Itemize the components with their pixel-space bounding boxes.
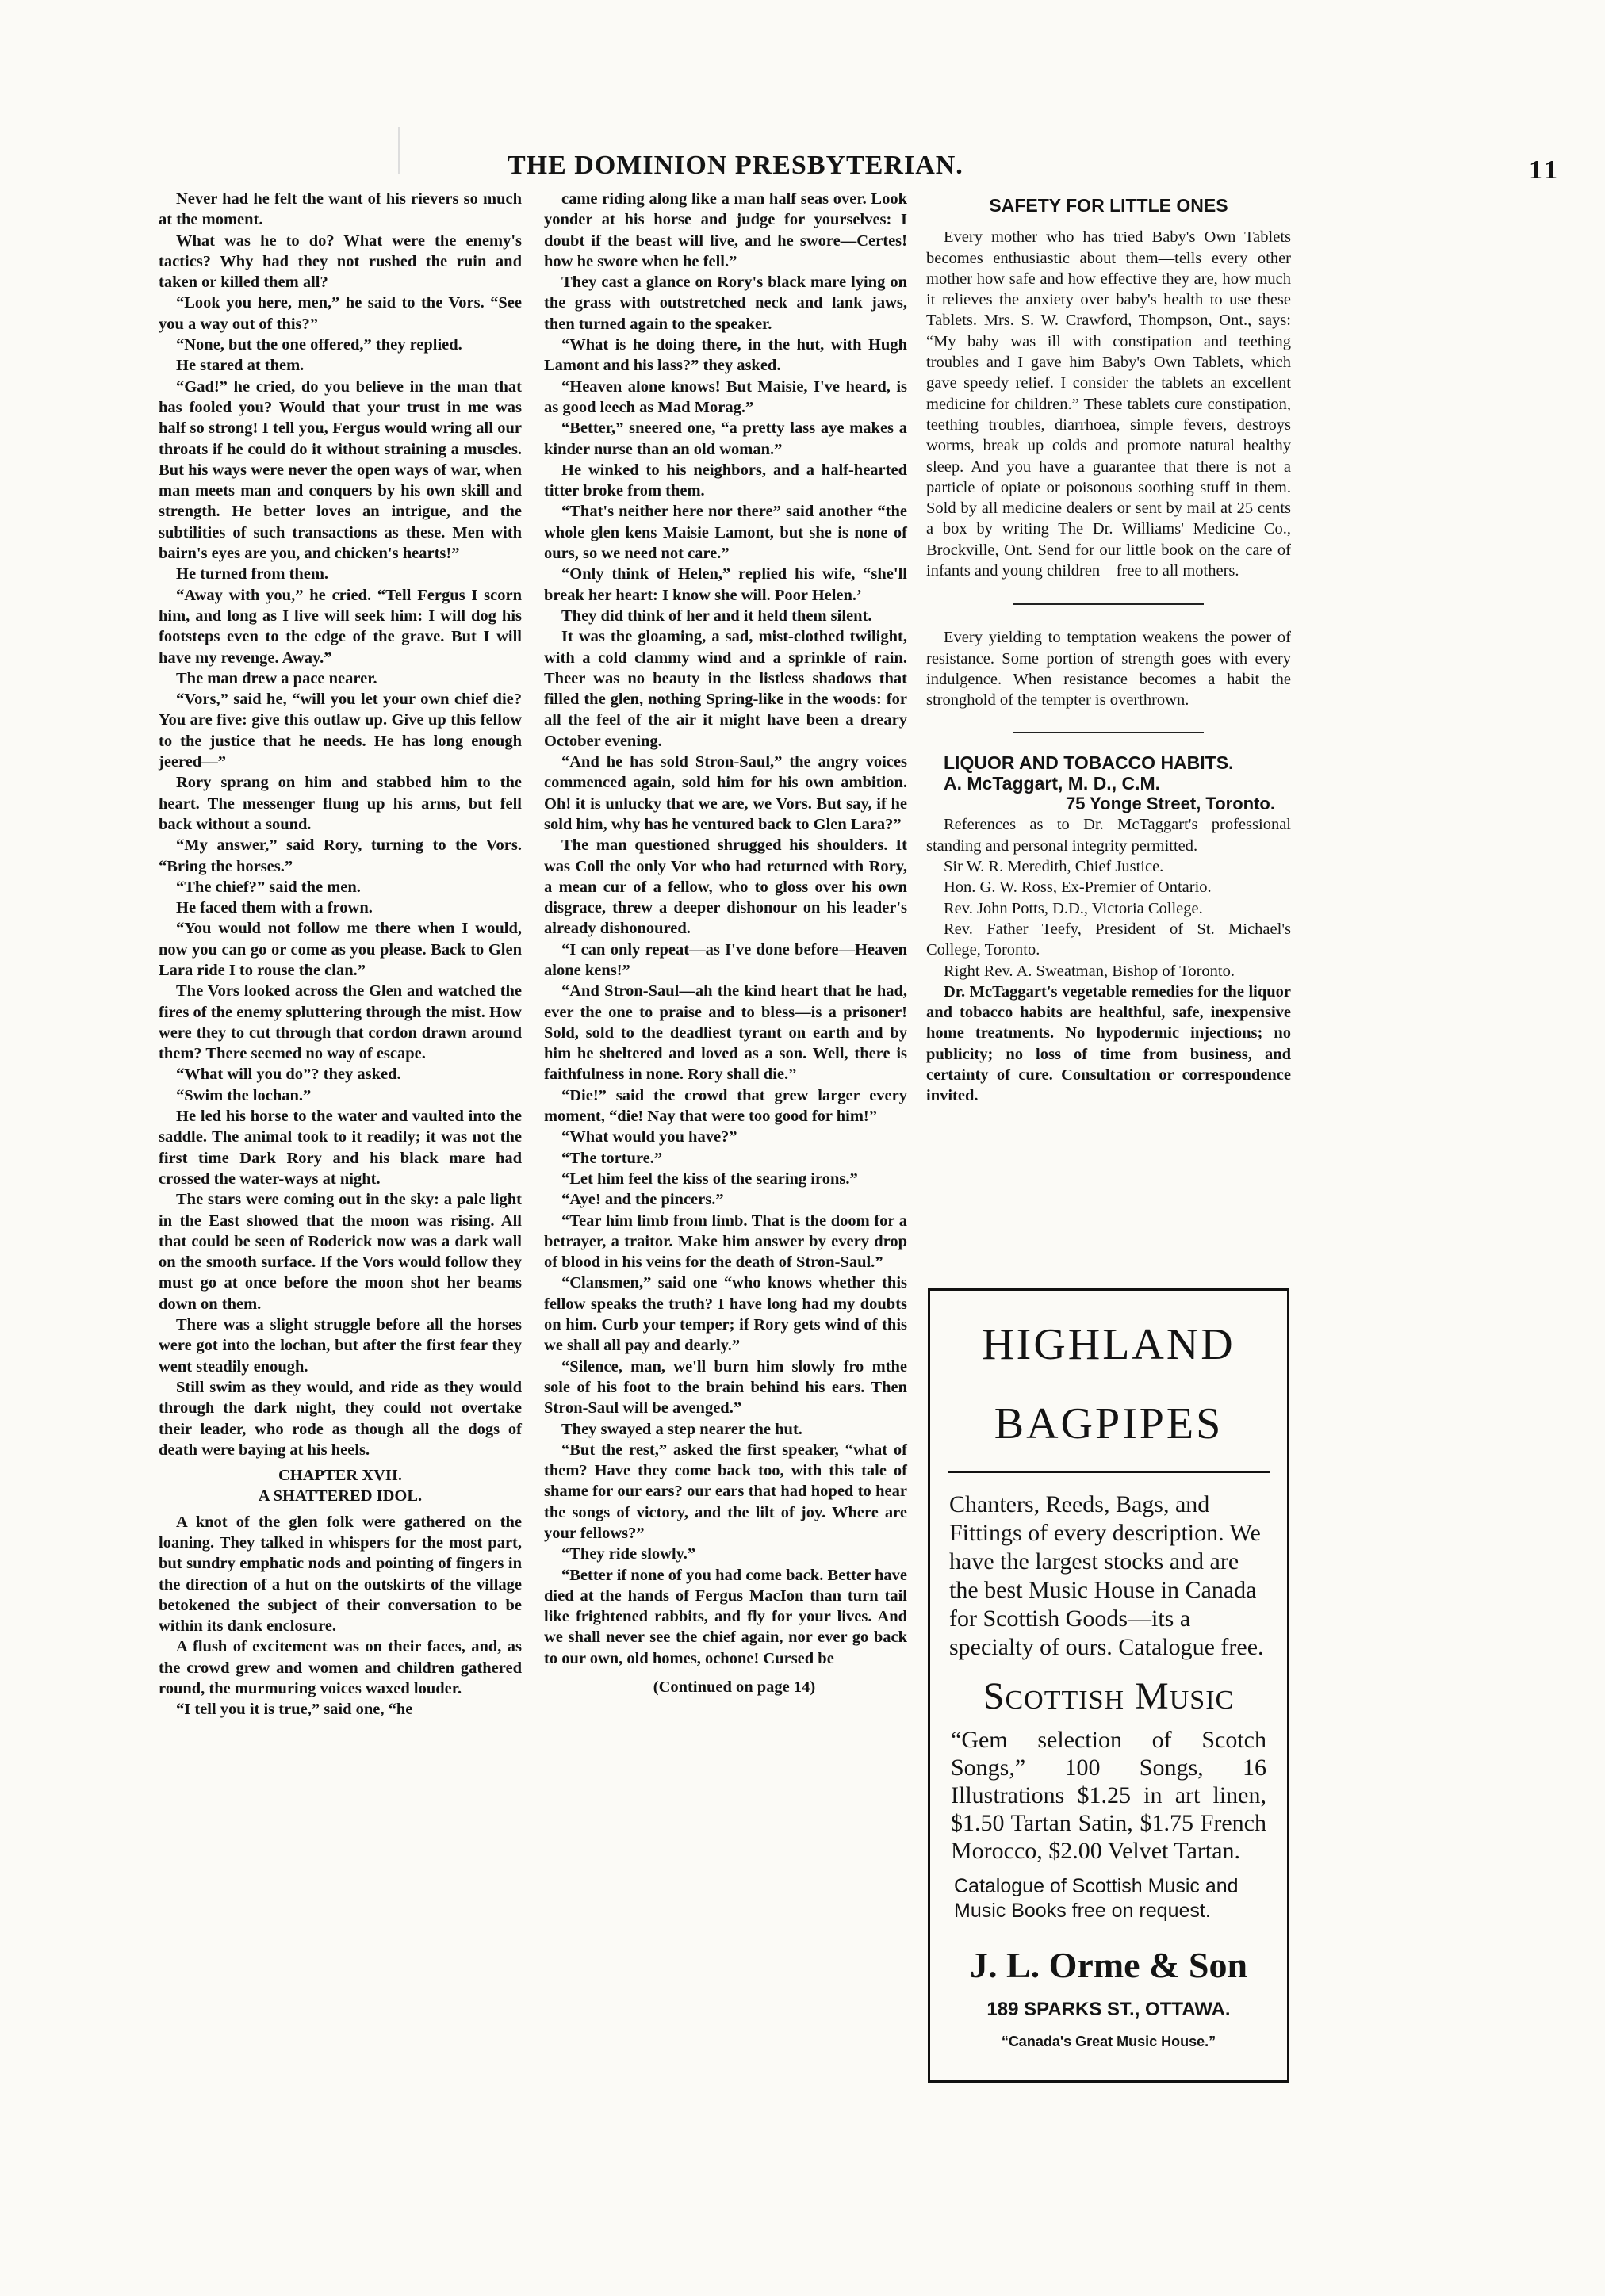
story-paragraph: He turned from them. xyxy=(176,565,329,584)
story-paragraph: There was a slight struggle before all the horses were got into the lochan, but after the first fear they went steadily enough. xyxy=(159,1316,522,1376)
story-paragraph: “Vors,” said he, “will you let your own chief die? You are five: give this outlaw up. Give up this fellow to the justice that he needs. He has long enough jeered—” xyxy=(159,691,522,771)
story-paragraph: The man questioned shrugged his shoulders. It was Coll the only Vor who had returned with Rory, a mean cur of a fellow, who to gloss over his own disgrace, threw a deeper dishonour on his leader's already dishonoured. xyxy=(544,836,907,938)
story-paragraph: “What will you do”? they asked. xyxy=(176,1066,401,1084)
story-paragraph: “None, but the one offered,” they replied. xyxy=(176,336,462,354)
story-paragraph: The Vors looked across the Glen and watched the fires of the enemy spluttering through the mist. How were they to cut through that cordon drawn around them? There seemed no way of escape. xyxy=(159,982,522,1063)
story-paragraph: They swayed a step nearer the hut. xyxy=(561,1420,802,1438)
page-number: 11 xyxy=(1529,155,1561,185)
chapter-heading: CHAPTER XVII. xyxy=(278,1467,403,1485)
reference-item: Sir W. R. Meredith, Chief Justice. xyxy=(944,858,1164,876)
story-paragraph: A flush of excitement was on their faces, and, as the crowd grew and women and children gathered round, the murmuring voices waxed louder. xyxy=(159,1638,522,1698)
firm-tagline: “Canada's Great Music House.” xyxy=(1001,2034,1216,2049)
story-paragraph: “That's neither here nor there” said another “the whole glen kens Maisie Lamont, but she is none of ours, so we need not care.” xyxy=(544,503,907,563)
story-paragraph: A knot of the glen folk were gathered on the loaning. They talked in whispers for the most part, but sundry emphatic nods and pointing of fingers in the direction of a hut on the outskirts of the village betokened the subject of their conversation to be within its dank enclosure. xyxy=(159,1513,522,1636)
story-paragraph: “Heaven alone knows! But Maisie, I've heard, is as good leech as Mad Morag.” xyxy=(544,377,907,416)
liquor-doctor-name: A. McTaggart, M. D., C.M. xyxy=(944,772,1161,794)
story-paragraph: “Silence, man, we'll burn him slowly fro mthe sole of his foot to the brain behind his ears. Then Stron-Saul will be avenged.” xyxy=(544,1357,907,1418)
story-paragraph: He led his horse to the water and vaulted into the saddle. The animal took to it readily; it was not the first time Dark Rory and his black mare had crossed the water-ways at night. xyxy=(159,1108,522,1188)
story-paragraph: “The torture.” xyxy=(561,1149,663,1167)
page-header: THE DOMINION PRESBYTERIAN. xyxy=(508,151,963,180)
bagpipes-body: Chanters, Reeds, Bags, and Fittings of every description. We have the largest stocks and are the best Music House in Canada for Scottish Goods—its a specialty of ours. Catalogue free. xyxy=(949,1491,1264,1660)
remedies-text: Dr. McTaggart's vegetable remedies for the liquor and tobacco habits are healthful, safe, inexpensive home treatments. No hypodermic injections; no publicity; no loss of time from business, and certainty of cure. Consultation or correspondence invited. xyxy=(926,982,1291,1105)
story-paragraph: “Die!” said the crowd that grew larger every moment, “die! Nay that were too good for him!” xyxy=(544,1086,907,1126)
col2-paragraphs xyxy=(544,189,907,1669)
divider xyxy=(1013,732,1204,733)
yielding-text: Every yielding to temptation weakens the power of resistance. Some portion of strength goes with every indulgence. When resistance becomes a habit the stronghold of the tempter is overthrown. xyxy=(926,629,1291,710)
yielding-paragraph xyxy=(926,627,1291,710)
firm-address: 189 SPARKS ST., OTTAWA. xyxy=(986,1999,1231,2020)
story-paragraph: He winked to his neighbors, and a half-hearted titter broke from them. xyxy=(544,461,907,500)
story-paragraph: “The chief?” said the men. xyxy=(176,878,361,896)
story-paragraph: “Aye! and the pincers.” xyxy=(561,1191,724,1209)
story-paragraph: “Only think of Helen,” replied his wife, “she'll break her heart: I know she will. Poor Helen.’ xyxy=(544,565,907,604)
story-paragraph: “Look you here, men,” he said to the Vors. “See you a way out of this?” xyxy=(159,294,522,333)
reference-item: Rev. John Potts, D.D., Victoria College. xyxy=(944,899,1203,917)
scottish-music-heading: Scottish Music xyxy=(983,1675,1235,1717)
story-paragraph: came riding along like a man half seas over. Look yonder at his horse and judge for yourselves: I doubt if the beast will live, and he swore—Certes! how he swore when he fell.” xyxy=(544,190,907,270)
liquor-title: LIQUOR AND TOBACCO HABITS. xyxy=(944,752,1234,773)
story-paragraph: “Better if none of you had come back. Better have died at the hands of Fergus MacIon than turn tail like frightened rabbits, and fly for your lives. And we shall never see the chief again, nor ever go back to our own, old homes, ochone! Cursed be xyxy=(544,1566,907,1667)
safety-title: SAFETY FOR LITTLE ONES xyxy=(989,195,1228,216)
story-paragraph: “I tell you it is true,” said one, “he xyxy=(176,1701,413,1719)
column-3 xyxy=(926,189,1291,1107)
scan-artifact xyxy=(398,127,400,174)
column-1 xyxy=(159,189,522,2060)
story-paragraph: “They ride slowly.” xyxy=(561,1545,696,1563)
firm-name: J. L. Orme & Son xyxy=(969,1945,1248,1985)
story-paragraph: “Swim the lochan.” xyxy=(176,1086,312,1104)
story-paragraph: “But the rest,” asked the first speaker, “what of them? Have they come back too, with this tale of shame for our ears? our ears that had hoped to hear the songs of victory, and the lilt of joy. Where are your fellows?” xyxy=(544,1441,907,1542)
story-paragraph: “And he has sold Stron-Saul,” the angry voices commenced again, sold him for his own ambition. Oh! it is unlucky that we are, we Vors. But say, if he sold him, why has he ventured back to Glen Lara?” xyxy=(544,753,907,833)
safety-text: Every mother who has tried Baby's Own Tablets becomes enthusiastic about them—tells every other mother how safe and how effective they are, how much it relieves the anxiety over baby's health to use these Tablets. Mrs. S. W. Crawford, Thompson, Ont., says: “My baby was ill with constipation and teething troubles and I gave him Baby's Own Tablets, which gave speedy relief. I consider the tablets an excellent medicine for children.” These tablets cure constipation, teething troubles, diarrhoea, simple fevers, destroys worms, break up colds and promote natural healthy sleep. And you have a guarantee that there is not a particle of opiate or poisonous soothing stuff in them. Sold by all medicine dealers or sent by mail at 25 cents a box by writing The Dr. Williams' Medicine Co., Brockville, Ont. Send for our little book on the care of infants and young children—free to all mothers. xyxy=(926,228,1291,580)
story-paragraph: Never had he felt the want of his rievers so much at the moment. xyxy=(159,190,522,229)
scotch-songs-text: “Gem selection of Scotch Songs,” 100 Songs, 16 Illustrations $1.25 in art linen, $1.50 Tartan Satin, $1.75 French Morocco, $2.00 Velvet Tartan. xyxy=(951,1727,1266,1864)
safety-ad xyxy=(926,227,1291,581)
divider xyxy=(1013,603,1204,605)
story-paragraph: “What is he doing there, in the hut, with Hugh Lamont and his lass?” they asked. xyxy=(544,336,907,375)
col1-paragraphs-2 xyxy=(159,1512,522,1720)
reference-item: Hon. G. W. Ross, Ex-Premier of Ontario. xyxy=(944,878,1212,897)
references-block xyxy=(926,814,1291,1106)
column-2 xyxy=(544,189,907,2159)
story-paragraph: “What would you have?” xyxy=(561,1128,737,1146)
story-paragraph: He stared at them. xyxy=(176,357,305,375)
story-paragraph: The stars were coming out in the sky: a pale light in the East showed that the moon was rising. All that could be seen of Roderick now was a dark wall on the smooth surface. If the Vors would follow they must go at once before the moon shot her beams down on them. xyxy=(159,1191,522,1313)
story-paragraph: He faced them with a frown. xyxy=(176,899,373,917)
story-paragraph: “Better,” sneered one, “a pretty lass aye makes a kinder nurse than an old woman.” xyxy=(544,419,907,458)
continued-note: (Continued on page 14) xyxy=(653,1678,816,1697)
liquor-address: 75 Yonge Street, Toronto. xyxy=(1065,794,1275,814)
reference-item: Rev. Father Teefy, President of St. Michael's College, Toronto. xyxy=(926,920,1291,959)
references-list xyxy=(926,856,1291,982)
bagpipes-rule xyxy=(948,1471,1270,1473)
col1-paragraphs xyxy=(159,189,522,1460)
story-paragraph: “Away with you,” he cried. “Tell Fergus I scorn him, and long as I live will seek him: I will dog his footsteps even to the edge of the grave. But I will have my revenge. Away.” xyxy=(159,586,522,667)
story-paragraph: “Tear him limb from limb. That is the doom for a betrayer, a traitor. Make him answer by every drop of blood in his veins for the death of Stron-Saul.” xyxy=(544,1211,907,1272)
story-paragraph: “You would not follow me there when I would, now you can go or come as you please. Back to Glen Lara ride I to rouse the clan.” xyxy=(159,920,522,979)
story-paragraph: “And Stron-Saul—ah the kind heart that he had, ever the one to praise and to bless—is a prisoner! Sold, sold to the deadliest tyrant on earth and by him he sheltered and loved as a son. Well, there is faithfulness in none. Rory shall die.” xyxy=(544,982,907,1084)
story-paragraph: The man drew a pace nearer. xyxy=(176,669,377,687)
catalogue-text: Catalogue of Scottish Music and Music Books free on request. xyxy=(954,1875,1239,1922)
story-paragraph: “I can only repeat—as I've done before—Heaven alone kens!” xyxy=(544,940,907,979)
story-paragraph: “Gad!” he cried, do you believe in the man that has fooled you? Would that your trust in me was half so strong! I tell you, Fergus would wring all our throats if he could do it without straining a muscles. But his ways were never the open ways of war, when man meets man and conquers by his own skill and strength. He better loves an intrigue, and the subtilities of such transactions as these. Men with bairn's eyes are you, and chicken's hearts!” xyxy=(159,377,522,563)
story-paragraph: What was he to do? What were the enemy's tactics? Why had they not rushed the ruin and taken or killed them all? xyxy=(159,232,522,292)
references-intro: References as to Dr. McTaggart's professional standing and personal integrity permitted. xyxy=(926,816,1291,855)
story-paragraph: “My answer,” said Rory, turning to the Vors. “Bring the horses.” xyxy=(159,836,522,875)
story-paragraph: Still swim as they would, and ride as they would through the dark night, they could not overtake their leader, who rode as though all the dogs of death were baying at his heels. xyxy=(159,1378,522,1459)
story-paragraph: Rory sprang on him and stabbed him to the heart. The messenger flung up his arms, but fell back without a sound. xyxy=(159,774,522,833)
story-paragraph: It was the gloaming, a sad, mist-clothed twilight, with a cold clammy wind and a sprinkle of rain. Theer was no beauty in the listless shadows that filled the glen, nothing Spring-like in the woods: for all the feel of the air it might have been a dreary October evening. xyxy=(544,628,907,750)
bagpipes-advertisement xyxy=(928,1288,1289,2083)
bagpipes-title-2: BAGPIPES xyxy=(994,1399,1224,1448)
story-paragraph: “Clansmen,” said one “who knows whether this fellow speaks the truth? I have long had my doubts on him. Curb your temper; if Rory gets wind of this we shall all pay and dearly.” xyxy=(544,1274,907,1355)
reference-item: Right Rev. A. Sweatman, Bishop of Toronto. xyxy=(944,962,1235,980)
story-paragraph: They cast a glance on Rory's black mare lying on the grass with outstretched neck and lank jaws, then turned again to the speaker. xyxy=(544,274,907,333)
chapter-title: A SHATTERED IDOL. xyxy=(258,1487,423,1506)
bagpipes-title-1: HIGHLAND xyxy=(982,1320,1235,1369)
story-paragraph: “Let him feel the kiss of the searing irons.” xyxy=(561,1169,858,1188)
story-paragraph: They did think of her and it held them silent. xyxy=(561,607,872,625)
